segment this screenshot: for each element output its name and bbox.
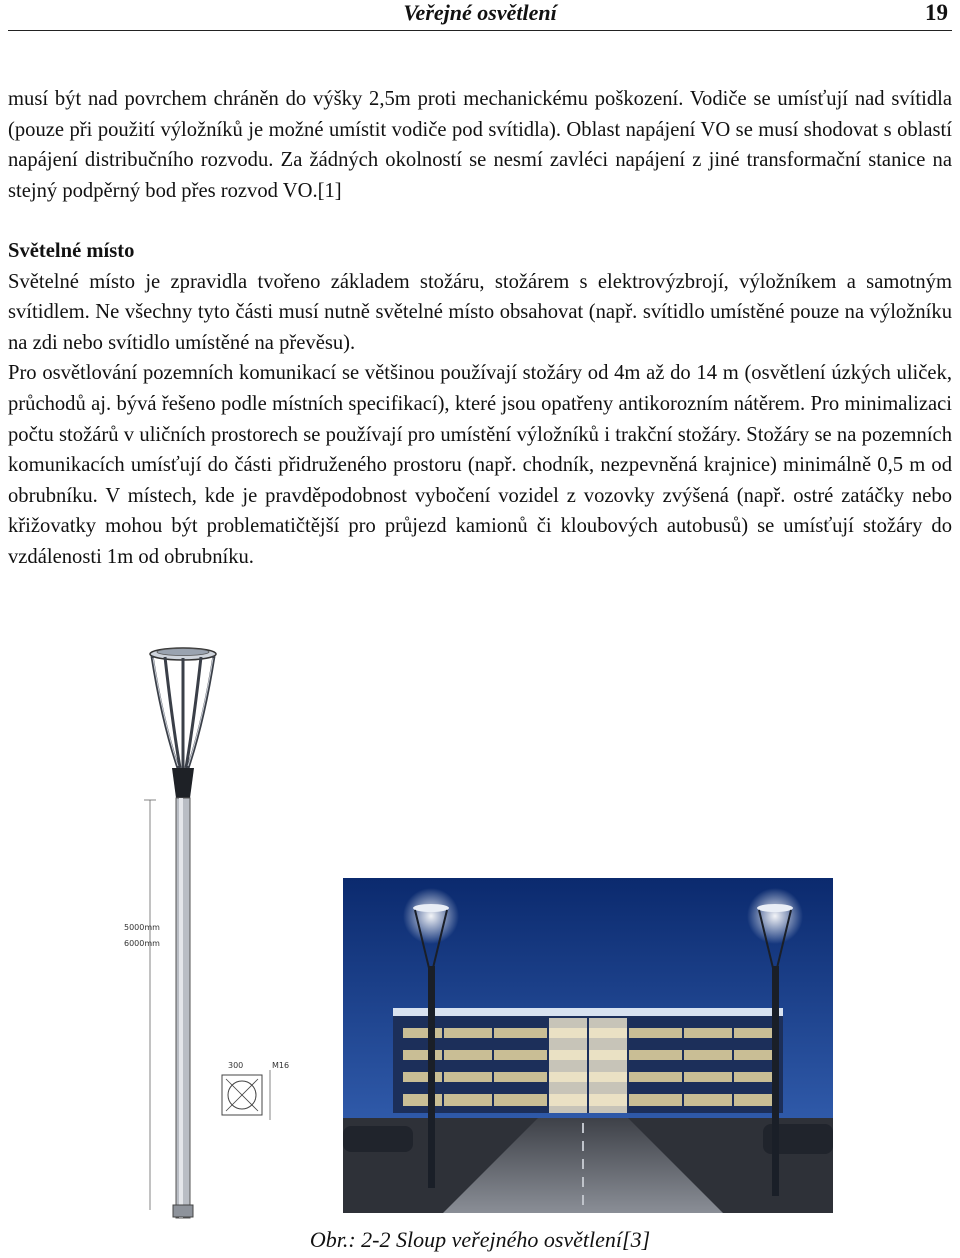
svg-text:M16: M16 [272, 1061, 290, 1070]
dim-label-6000: 6000mm [124, 939, 160, 948]
building [393, 1008, 783, 1113]
dim-label-5000: 5000mm [124, 923, 160, 932]
pole-collar [172, 768, 194, 798]
section-paragraph-2: Pro osvětlování pozemních komunikací se většinou používají stožáry od 4m až do 14 m (osvětlení úzkých uliček, průchodů aj. bývá řešeno podle místních specifikací), které jsou opatřeny antikorozním nátěrem. Pro minimalizaci počtu stožárů v uličních prostorech se používají pro umístění výložníků i trakční stožáry. Stožáry se na pozemních komunikacích umísťují do části přidruženého prostoru (např. chodník, nezpevněná krajnice) minimálně 0,5 m od obrubníku. V místech, kde je pravděpodobnost vybočení vozidel z vozovky zvýšená (např. ostré zatáčky nebo křižovatky mohou být problematičtější pro průjezd kamionů či kloubových autobusů) se umísťují stožáry do vzdálenosti 1m od obrubníku. [8, 362, 952, 568]
pole-drawing [110, 640, 310, 1220]
svg-text:300: 300 [228, 1061, 244, 1070]
header-title: Veřejné osvětlení [403, 0, 557, 25]
night-lighting-photo [343, 878, 833, 1213]
base-detail-icon [222, 1061, 289, 1120]
figure-caption: Obr.: 2-2 Sloup veřejného osvětlení[3] [309, 1227, 651, 1252]
section-paragraph-1: Světelné místo je zpravidla tvořeno základem stožáru, stožárem s elektrovýzbrojí, výložníkem a samotným svítidlem. Ne všechny tyto části musí nutně světelné místo obsahovat (např. svítidlo umístěné pouze na výložníku na zdi nebo svítidlo umístěné na převěsu). [8, 270, 952, 354]
page-number: 19 [925, 0, 948, 25]
page-header [8, 0, 952, 31]
lamp-rods [152, 656, 214, 768]
intro-paragraph [8, 84, 952, 206]
section-heading: Světelné místo [8, 240, 135, 262]
section-svetelne-misto [8, 236, 952, 573]
paragraph-text: musí být nad povrchem chráněn do výšky 2,5m proti mechanickému poškození. Vodiče se umísťují nad svítidla (pouze při použití výložníků je možné umístit vodiče pod svítidla). Oblast napájení VO se musí shodovat s oblastí napájení distribučního rozvodu. Za žádných okolností se nesmí zavléci napájení z jiné transformační stanice na stejný podpěrný bod přes rozvod VO.[1] [8, 88, 952, 202]
